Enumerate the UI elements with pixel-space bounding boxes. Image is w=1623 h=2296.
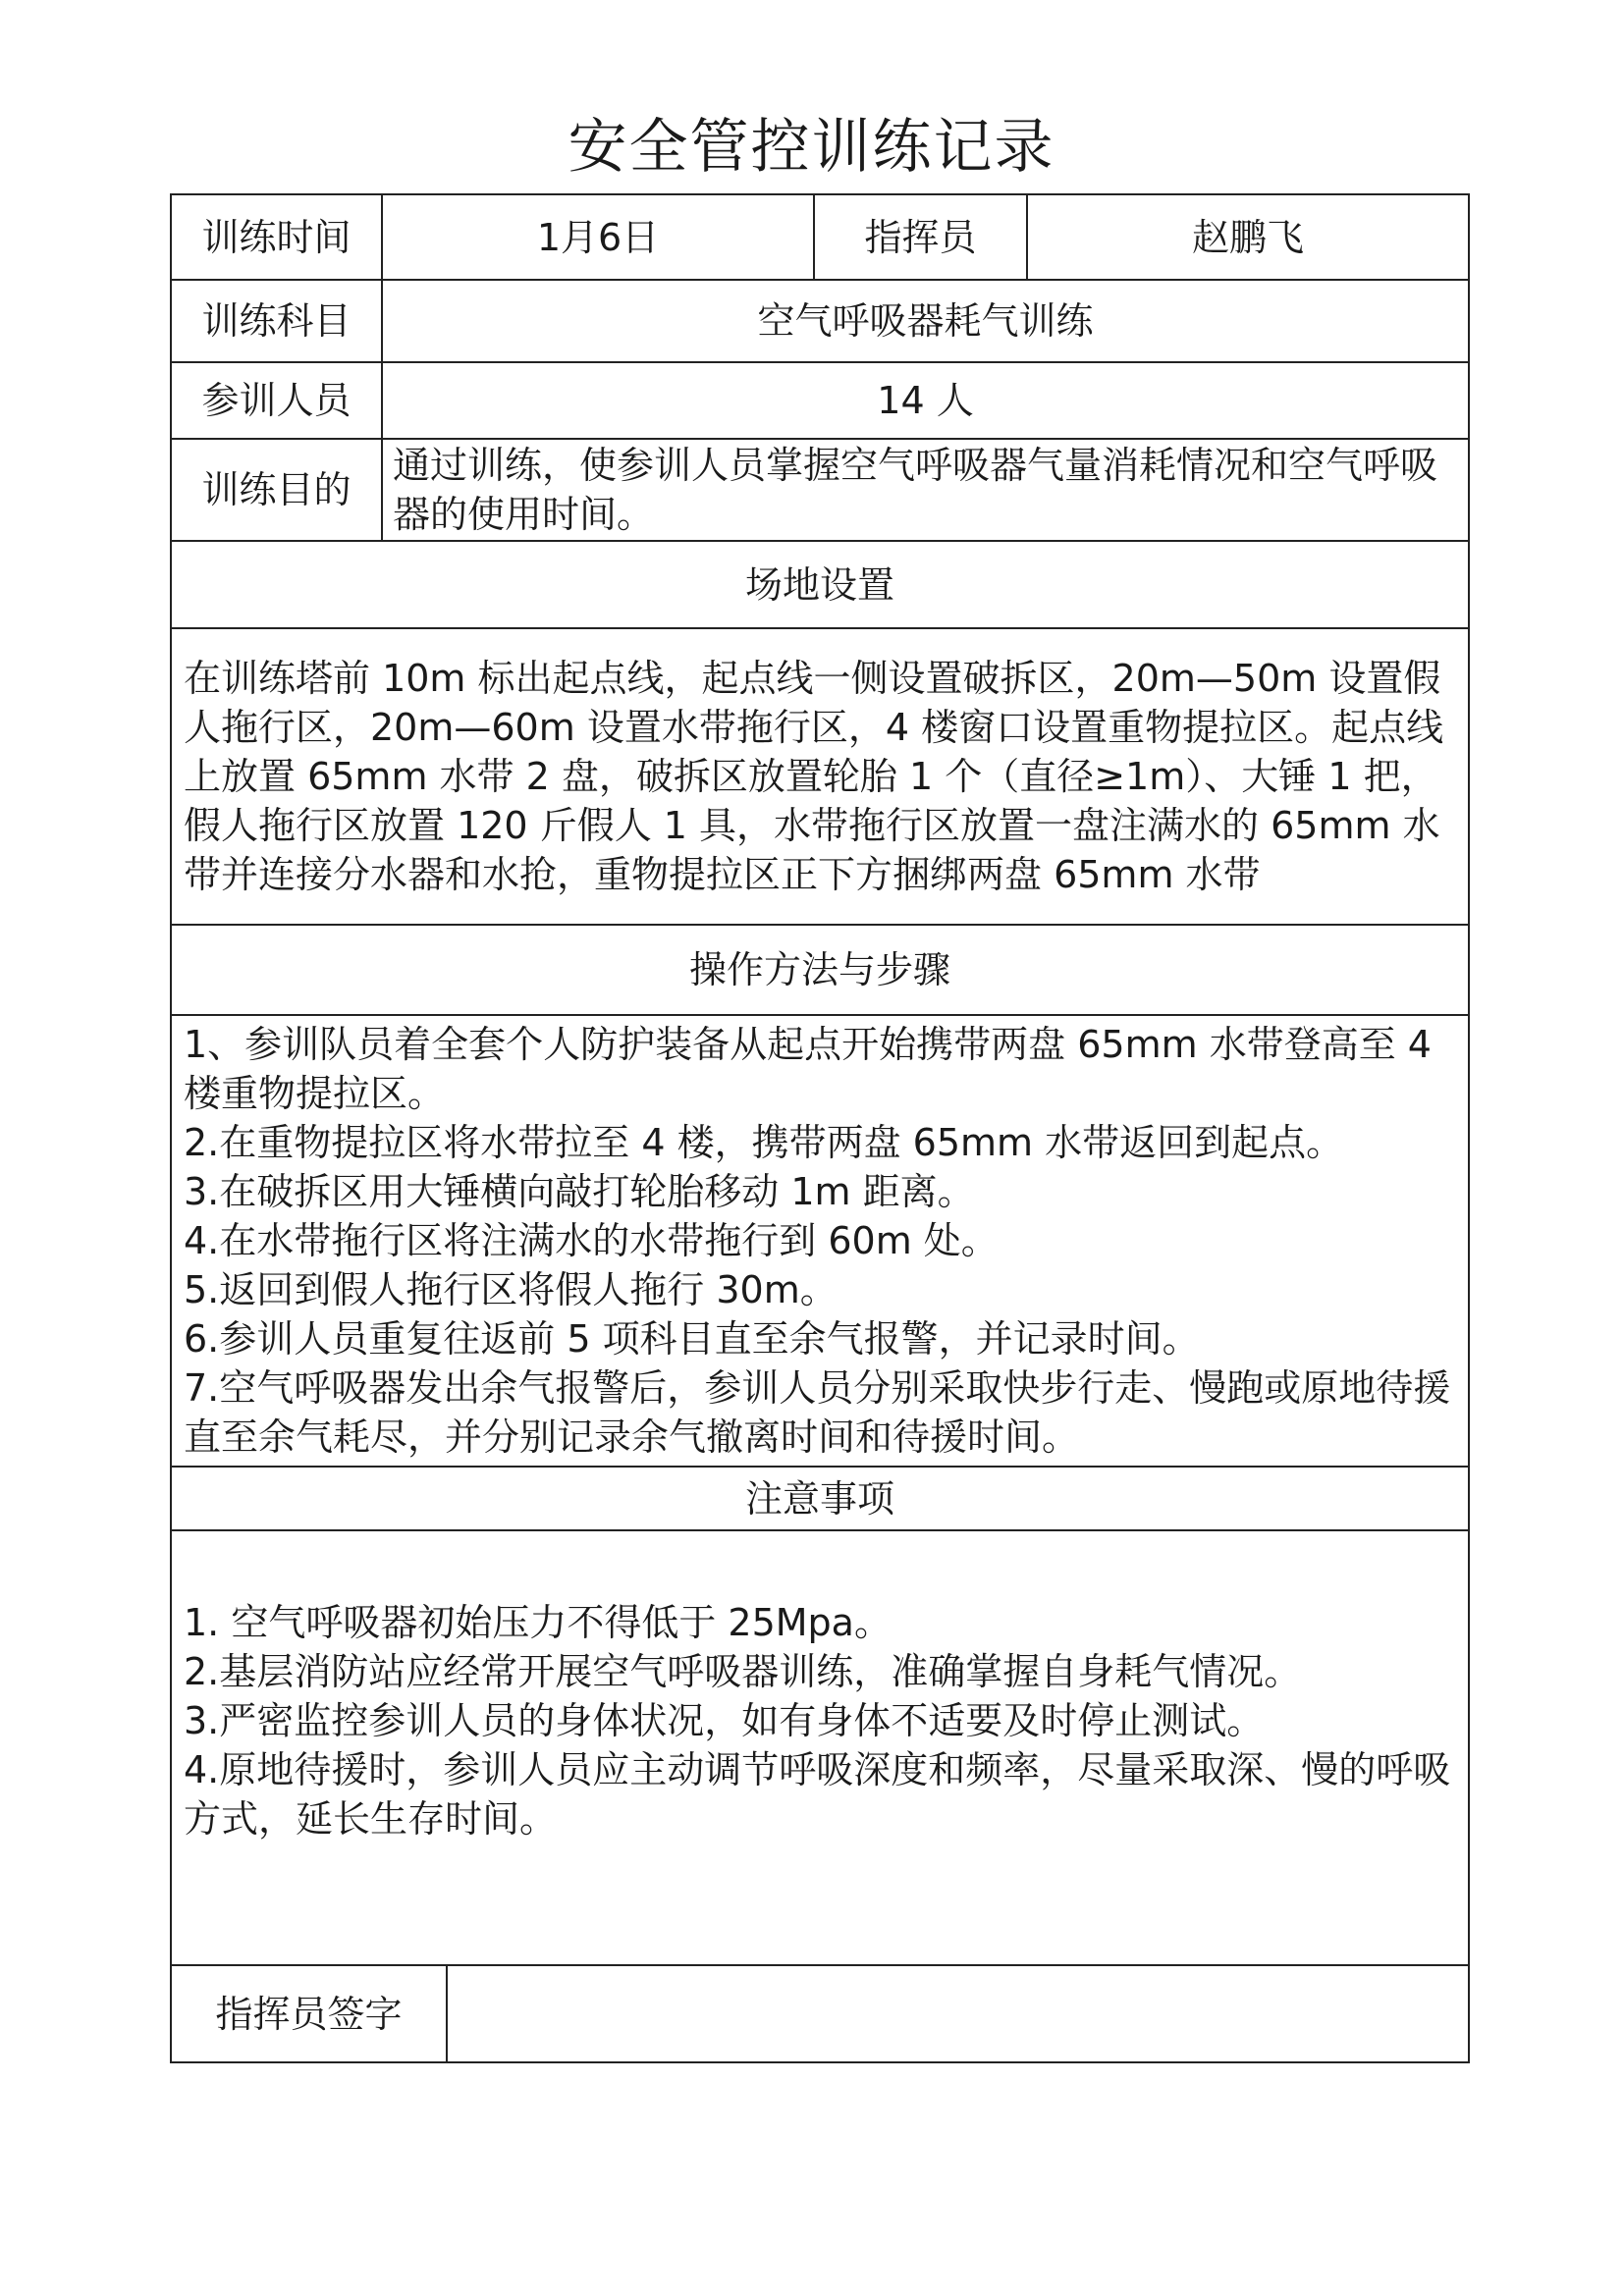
commander-label: 指挥员 [814, 194, 1027, 280]
participants-label: 参训人员 [171, 362, 382, 439]
step-item: 2.在重物提拉区将水带拉至 4 楼，携带两盘 65mm 水带返回到起点。 [184, 1121, 1344, 1164]
signature-field[interactable] [447, 1965, 1469, 2062]
row-site-header [171, 541, 1469, 628]
subject-label: 训练科目 [171, 280, 382, 362]
row-time-commander [171, 194, 1469, 280]
notes-list [171, 1530, 1469, 1965]
note-item: 1. 空气呼吸器初始压力不得低于 25Mpa。 [184, 1601, 892, 1644]
step-item: 5.返回到假人拖行区将假人拖行 30m。 [184, 1268, 838, 1311]
training-record-table [170, 193, 1470, 2063]
row-participants [171, 362, 1469, 439]
row-notes-content [171, 1530, 1469, 1965]
row-subject [171, 280, 1469, 362]
time-label: 训练时间 [171, 194, 382, 280]
purpose-label: 训练目的 [171, 439, 382, 541]
step-item: 4.在水带拖行区将注满水的水带拖行到 60m 处。 [184, 1219, 999, 1262]
note-item: 3.严密监控参训人员的身体状况，如有身体不适要及时停止测试。 [184, 1699, 1265, 1742]
step-item: 1、参训队员着全套个人防护装备从起点开始携带两盘 65mm 水带登高至 4 楼重物提拉区。 [184, 1023, 1432, 1115]
row-notes-header [171, 1467, 1469, 1530]
site-text: 在训练塔前 10m 标出起点线，起点线一侧设置破拆区，20m—50m 设置假人拖行区，20m—60m 设置水带拖行区，4 楼窗口设置重物提拉区。起点线上放置 65mm 水带 2 盘，破拆区放置轮胎 1 个（直径≥1m）、大锤 1 把，假人拖行区放置 120 斤假人 1 具，水带拖行区放置一盘注满水的 65mm 水带并连接分水器和水抢，重物提拉区正下方捆绑两盘 65mm 水带 [171, 628, 1469, 925]
participants-value: 14 人 [382, 362, 1469, 439]
row-steps-content [171, 1015, 1469, 1467]
note-item: 2.基层消防站应经常开展空气呼吸器训练，准确掌握自身耗气情况。 [184, 1650, 1302, 1693]
note-item: 4.原地待援时，参训人员应主动调节呼吸深度和频率，尽量采取深、慢的呼吸方式，延长生存时间。 [184, 1748, 1451, 1841]
page-title: 安全管控训练记录 [568, 113, 1055, 182]
step-item: 3.在破拆区用大锤横向敲打轮胎移动 1m 距离。 [184, 1170, 975, 1213]
subject-value: 空气呼吸器耗气训练 [382, 280, 1469, 362]
purpose-value: 通过训练，使参训人员掌握空气呼吸器气量消耗情况和空气呼吸器的使用时间。 [382, 439, 1469, 541]
steps-list [171, 1015, 1469, 1467]
commander-value: 赵鹏飞 [1027, 194, 1469, 280]
signature-label: 指挥员签字 [171, 1965, 447, 2062]
step-item: 7.空气呼吸器发出余气报警后，参训人员分别采取快步行走、慢跑或原地待援直至余气耗尽，并分别记录余气撤离时间和待援时间。 [184, 1366, 1451, 1459]
row-signature [171, 1965, 1469, 2062]
step-item: 6.参训人员重复往返前 5 项科目直至余气报警，并记录时间。 [184, 1317, 1200, 1361]
row-steps-header [171, 925, 1469, 1015]
time-value: 1月6日 [382, 194, 814, 280]
steps-header: 操作方法与步骤 [171, 925, 1469, 1015]
row-site-content [171, 628, 1469, 925]
row-purpose [171, 439, 1469, 541]
site-header: 场地设置 [171, 541, 1469, 628]
notes-header: 注意事项 [171, 1467, 1469, 1530]
